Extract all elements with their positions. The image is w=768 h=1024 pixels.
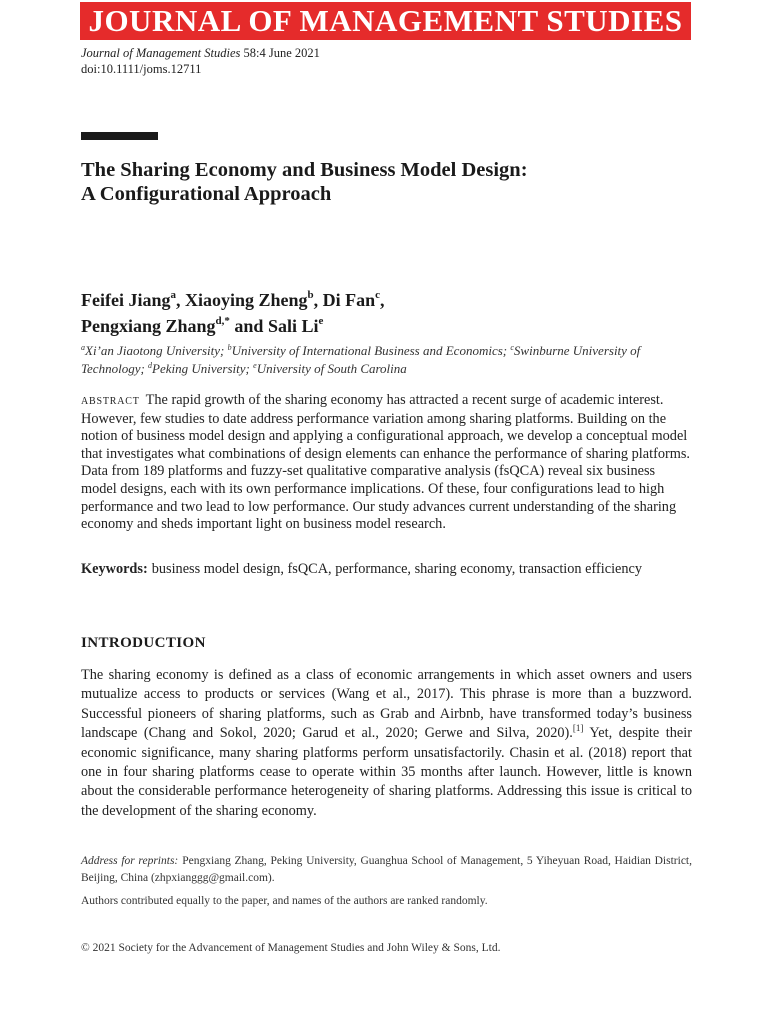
journal-issue: 58:4 June 2021 — [240, 46, 320, 60]
keywords-label: Keywords: — [81, 561, 148, 577]
abstract-text: The rapid growth of the sharing economy has attracted a recent surge of academic interest. However, few studies to date address performance variation among sharing platforms. Building on the notion of business model design and applying a configurational approach, we develop a conceptual model that investigates what combinations of design elements can enhance the performance of sharing platforms. Data from 189 platforms and fuzzy-set qualitative comparative analysis (fsQCA) reveal six business model designs, each with its own performance implications. Of these, four configurations lead to high performance and two lead to low performance. Our study advances current understanding of the sharing economy and sheds important light on business model research. — [81, 392, 691, 533]
abstract — [81, 392, 692, 534]
citation-block — [81, 45, 320, 77]
author-name: Feifei Jiang — [81, 290, 171, 310]
keywords — [81, 561, 692, 579]
affiliation-superscript: d — [148, 361, 153, 370]
abstract-label: ABSTRACT — [81, 396, 140, 407]
copyright-notice: © 2021 Society for the Advancement of Management Studies and John Wiley & Sons, Ltd. — [81, 942, 501, 954]
footnote-marker[interactable]: [1] — [572, 723, 584, 734]
author-superscript: c — [375, 289, 381, 301]
paragraph-text: The sharing economy is defined as a class of economic arrangements in which asset owners and users mutualize access to products or services (Wang et al., 2017). This phrase is more than a buzzword. Successful pioneers of sharing platforms, such as Grab and Airbnb, have transformed today’s business landscape (Chang and Sokol, 2020; Garud et al., 2020; Gerwe and Silva, 2020). — [81, 667, 692, 742]
author-name: Di Fan — [322, 290, 376, 310]
author-name: Sali Li — [267, 316, 319, 336]
affiliation: Xi’an Jiaotong University; — [85, 343, 228, 358]
section-heading-introduction: INTRODUCTION — [81, 635, 206, 651]
author-separator: , — [175, 290, 185, 310]
reprints-footnote — [81, 853, 692, 887]
affiliation-superscript: e — [253, 361, 257, 370]
author-superscript: d,* — [215, 315, 230, 327]
author-list — [81, 287, 701, 339]
reprints-text: Pengxiang Zhang, Peking University, Guanghua School of Management, 5 Yiheyuan Road, Haidian District, Beijing, China (zhpxianggg@gmail.com). — [81, 855, 692, 884]
journal-masthead: JOURNAL OF MANAGEMENT STUDIES — [80, 2, 691, 40]
author-separator: and — [229, 316, 268, 336]
citation-line — [81, 45, 320, 61]
author-superscript: b — [307, 289, 314, 301]
affiliation: University of South Carolina — [256, 361, 407, 376]
article-doi: doi:10.1111/joms.12711 — [81, 62, 202, 76]
title-line-2: A Configurational Approach — [81, 183, 332, 205]
introduction-paragraph — [81, 666, 692, 821]
keywords-text: business model design, fsQCA, performance, sharing economy, transaction efficiency — [151, 561, 643, 577]
author-separator: , — [313, 290, 323, 310]
author-separator: , — [380, 290, 385, 310]
journal-name: Journal of Management Studies — [81, 46, 241, 60]
affiliation: Peking University; — [152, 361, 254, 376]
title-rule — [81, 132, 158, 140]
title-line-1: The Sharing Economy and Business Model Design: — [81, 159, 528, 181]
contribution-footnote: Authors contributed equally to the paper, and names of the authors are ranked randomly. — [81, 895, 488, 907]
affiliation: University of International Business and Economics; — [231, 343, 511, 358]
author-superscript: a — [170, 289, 176, 301]
affiliation-superscript: b — [227, 343, 232, 352]
paragraph-text: Yet, despite their economic significance, many sharing platforms perform unsatisfactorily. Chasin et al. (2018) report that one in four sharing platforms cease to operate within 35 months after launch. However, little is known about the considerable performance heterogeneity of sharing platforms. Addressing this issue is critical to the development of the sharing economy. — [81, 725, 692, 819]
affiliation: Swinburne University of Technology; — [81, 343, 641, 376]
article-title — [81, 158, 721, 206]
affiliations — [81, 342, 691, 378]
affiliation-superscript: c — [510, 343, 514, 352]
author-name: Pengxiang Zhang — [81, 316, 216, 336]
affiliation-superscript: a — [81, 343, 85, 352]
author-name: Xiaoying Zheng — [184, 290, 308, 310]
reprints-label: Address for reprints: — [81, 855, 179, 867]
author-superscript: e — [318, 315, 324, 327]
